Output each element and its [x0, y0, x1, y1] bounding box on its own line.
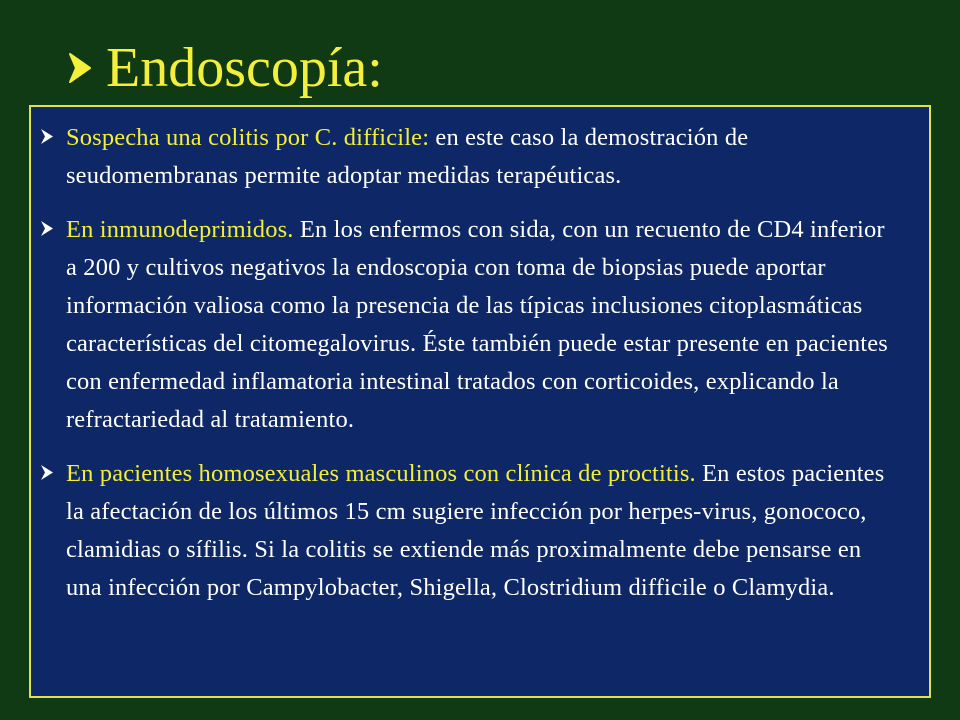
bullet-arrow-icon	[39, 219, 56, 238]
slide-title	[66, 28, 383, 108]
bullet-item	[39, 211, 899, 439]
bullet-list	[39, 119, 899, 607]
bullet-item	[39, 455, 899, 607]
content-panel	[29, 105, 931, 698]
title-arrow-icon	[66, 49, 96, 87]
bullet-arrow-icon	[39, 463, 56, 482]
bullet-text	[66, 455, 899, 607]
bullet-text	[66, 119, 899, 195]
bullet-body: En los enfermos con sida, con un recuento de CD4 inferior a 200 y cultivos negativos la endoscopia con toma de biopsias puede aportar información valiosa como la presencia de las típicas inclusiones citoplasmáticas características del citomegalovirus. Éste también puede estar presente en pacientes con enfermedad inflamatoria intestinal tratados con corticoides, explicando la refractariedad al tratamiento.	[66, 216, 888, 433]
bullet-item	[39, 119, 899, 195]
bullet-lead: En pacientes homosexuales masculinos con clínica de proctitis.	[66, 460, 696, 487]
bullet-arrow-icon	[39, 127, 56, 146]
bullet-body: En estos pacientes la afectación de los últimos 15 cm sugiere infección por herpes-virus, gonococo, clamidias o sífilis. Si la colitis se extiende más proximalmente debe pensarse en una infección por Campylobacter, Shigella, Clostridium difficile o Clamydia.	[66, 460, 885, 601]
bullet-lead: Sospecha una colitis por C. difficile:	[66, 124, 430, 151]
bullet-text	[66, 211, 899, 439]
bullet-body: en este caso la demostración de seudomembranas permite adoptar medidas terapéuticas.	[66, 124, 749, 189]
bullet-lead: En inmunodeprimidos.	[66, 216, 294, 243]
slide-title-text: Endoscopía:	[106, 37, 383, 99]
